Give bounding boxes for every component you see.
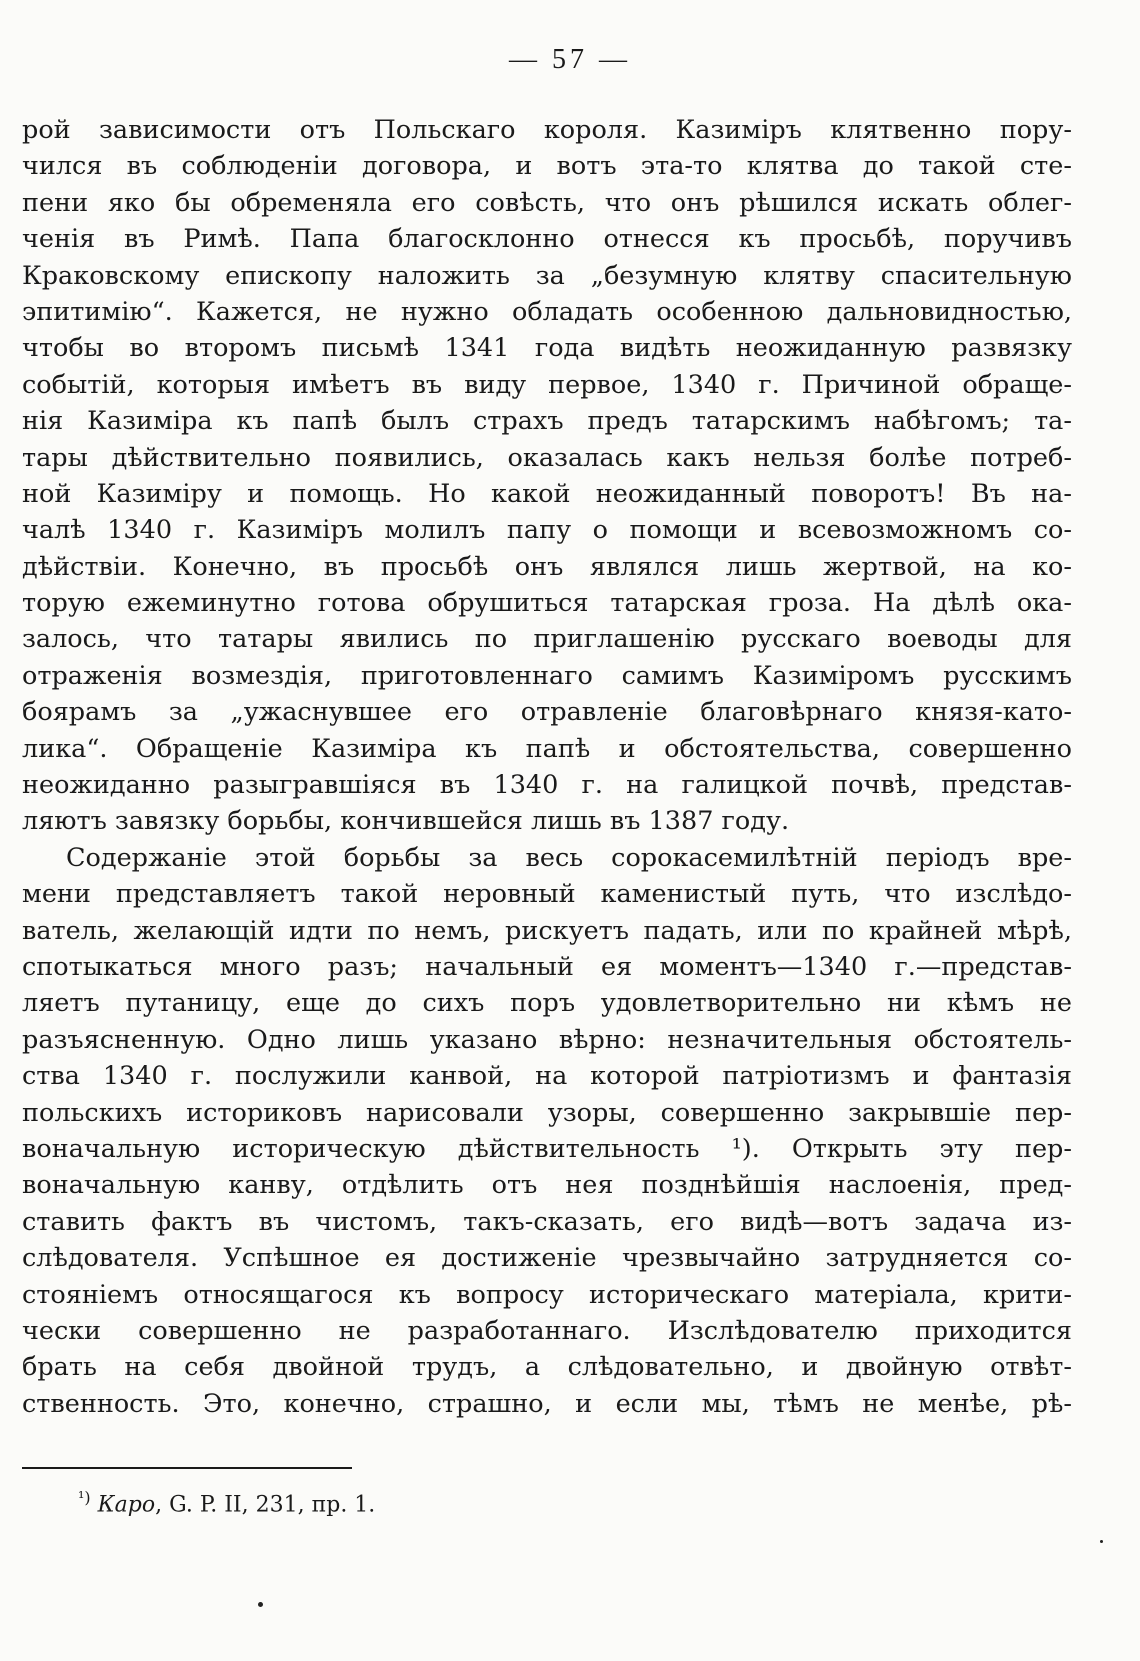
text-line: событій, которыя имѣетъ въ виду первое, 1340 г. Причиной обраще-: [22, 369, 1072, 400]
footnote-reference: , G. P. II, 231, пр. 1.: [155, 1492, 376, 1518]
text-line: спотыкаться много разъ; начальный ея моментъ—1340 г.—представ-: [22, 951, 1072, 982]
text-line: отраженія возмездія, приготовленнаго самимъ Казиміромъ русскимъ: [22, 660, 1072, 691]
text-line: ной Казиміру и помощь. Но какой неожиданный поворотъ! Въ на-: [22, 478, 1072, 509]
text-line: тары дѣйствительно появились, оказалась какъ нельзя болѣе потреб-: [22, 442, 1072, 473]
text-line: чалѣ 1340 г. Казиміръ молилъ папу о помощи и всевозможномъ со-: [22, 515, 1072, 546]
footnote-divider: [22, 1467, 352, 1469]
text-line: ляетъ путаницу, еще до сихъ поръ удовлетворительно ни кѣмъ не: [22, 988, 1072, 1019]
footnote: [78, 1488, 375, 1517]
text-line: ства 1340 г. послужили канвой, на которой патріотизмъ и фантазія: [22, 1061, 1072, 1092]
text-line: ляютъ завязку борьбы, кончившейся лишь въ 1387 году.: [22, 806, 790, 837]
text-line: польскихъ историковъ нарисовали узоры, совершенно закрывшіе пер-: [22, 1097, 1072, 1128]
text-line: слѣдователя. Успѣшное ея достиженіе чрезвычайно затрудняется со-: [22, 1243, 1072, 1274]
text-line: нія Казиміра къ папѣ былъ страхъ предъ татарскимъ набѣгомъ; та-: [22, 406, 1072, 437]
text-line: брать на себя двойной трудъ, а слѣдовательно, и двойную отвѣт-: [22, 1352, 1072, 1383]
text-line: ченія въ Римѣ. Папа благосклонно отнесся къ просьбѣ, поручивъ: [22, 224, 1072, 255]
text-line: Краковскому епископу наложить за „безумную клятву спасительную: [22, 260, 1072, 291]
text-line: разъясненную. Одно лишь указано вѣрно: незначительныя обстоятель-: [22, 1024, 1072, 1055]
text-line: ставить фактъ въ чистомъ, такъ-сказать, его видѣ—вотъ задача из-: [22, 1206, 1072, 1237]
body-text: [22, 112, 1072, 1422]
text-line: чески совершенно не разработаннаго. Изслѣдователю приходится: [22, 1315, 1072, 1346]
text-line: стояніемъ относящагося къ вопросу историческаго матеріала, крити-: [22, 1279, 1072, 1310]
text-line: воначальную историческую дѣйствительность ¹). Открыть эту пер-: [22, 1133, 1072, 1164]
text-line: лика“. Обращеніе Казиміра къ папѣ и обстоятельства, совершенно: [22, 733, 1072, 764]
text-line: ственность. Это, конечно, страшно, и если мы, тѣмъ не менѣе, рѣ-: [22, 1388, 1072, 1419]
ink-speck: [258, 1602, 263, 1607]
text-line: чился въ соблюденіи договора, и вотъ эта-то клятва до такой сте-: [22, 151, 1072, 182]
text-line: ватель, желающій идти по немъ, рискуетъ падать, или по крайней мѣрѣ,: [22, 915, 1072, 946]
text-line: пени яко бы обременяла его совѣсть, что онъ рѣшился искать облег-: [22, 187, 1072, 218]
text-line: мени представляетъ такой неровный каменистый путь, что изслѣдо-: [22, 879, 1072, 910]
paragraph-start-line: Содержаніе этой борьбы за весь сорокасемилѣтній періодъ вре-: [66, 842, 1072, 873]
text-line: торую ежеминутно готова обрушиться татарская гроза. На дѣлѣ ока-: [22, 588, 1072, 619]
text-line: чтобы во второмъ письмѣ 1341 года видѣть неожиданную развязку: [22, 333, 1072, 364]
page-number: — 57 —: [509, 44, 631, 75]
text-line: воначальную канву, отдѣлить отъ нея позднѣйшія наслоенія, пред-: [22, 1170, 1072, 1201]
text-line: рой зависимости отъ Польскаго короля. Казиміръ клятвенно пору-: [22, 115, 1072, 145]
footnote-author: Каро: [97, 1492, 156, 1518]
footnote-marker: ¹): [78, 1488, 91, 1507]
text-line: дѣйствіи. Конечно, въ просьбѣ онъ являлся лишь жертвой, на ко-: [22, 551, 1072, 582]
text-line: боярамъ за „ужаснувшее его отравленіе благовѣрнаго князя-като-: [22, 697, 1072, 728]
ink-speck: [1100, 1540, 1103, 1543]
text-line: эпитимію“. Кажется, не нужно обладать особенною дальновидностью,: [22, 296, 1072, 327]
text-line: неожиданно разыгравшіяся въ 1340 г. на галицкой почвѣ, представ-: [22, 770, 1072, 801]
text-line: залось, что татары явились по приглашенію русскаго воеводы для: [22, 624, 1072, 655]
